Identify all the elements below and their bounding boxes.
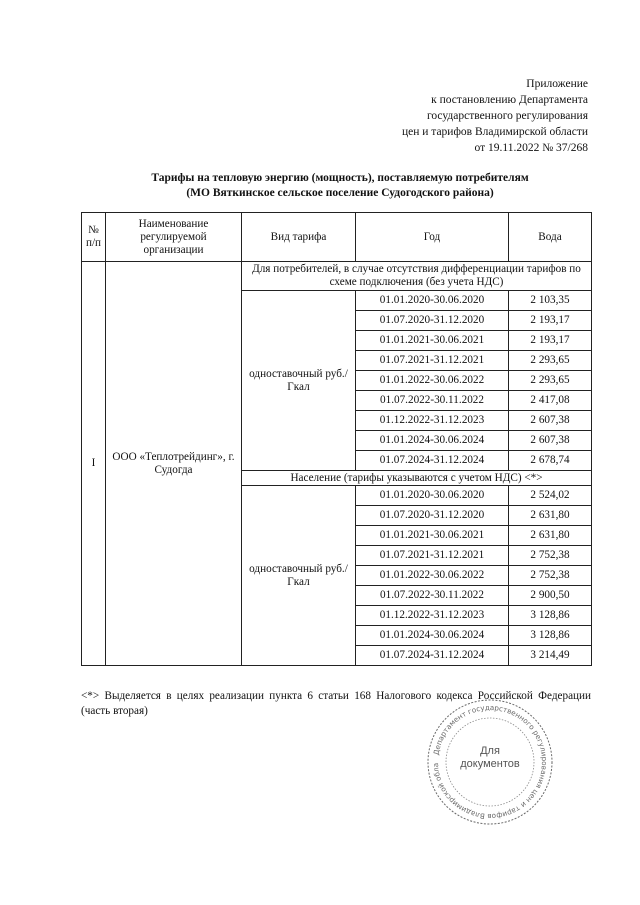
stamp-ring-text: Департамент государственного регулирования цен и тарифов Владимирской обла [430, 702, 550, 822]
period-cell: 01.01.2020-30.06.2020 [356, 291, 509, 311]
section1-heading: Для потребителей, в случае отсутствия дифференциации тарифов по схеме подключения (без учета НДС) [242, 262, 592, 291]
header-organization: Наименование регулируемой организации [106, 213, 242, 262]
period-cell: 01.07.2020-31.12.2020 [356, 506, 509, 526]
header-year: Год [356, 213, 509, 262]
section2-heading: Население (тарифы указываются с учетом НДС) <*> [242, 471, 592, 486]
period-cell: 01.07.2022-30.11.2022 [356, 586, 509, 606]
value-cell: 2 678,74 [509, 451, 592, 471]
value-cell: 3 128,86 [509, 606, 592, 626]
period-cell: 01.07.2024-31.12.2024 [356, 646, 509, 666]
value-cell: 2 607,38 [509, 431, 592, 451]
official-stamp [425, 697, 555, 827]
appendix-line: Приложение [526, 78, 588, 90]
period-cell: 01.07.2024-31.12.2024 [356, 451, 509, 471]
period-cell: 01.01.2022-30.06.2022 [356, 371, 509, 391]
value-cell: 2 752,38 [509, 546, 592, 566]
appendix-date-line: от 19.11.2022 № 37/268 [474, 142, 588, 154]
row-number-cell: I [82, 262, 106, 666]
appendix-line: государственного регулирования [426, 110, 588, 122]
value-cell: 2 193,17 [509, 311, 592, 331]
value-cell: 2 293,65 [509, 371, 592, 391]
period-cell: 01.07.2020-31.12.2020 [356, 311, 509, 331]
organization-cell: ООО «Теплотрейдинг», г. Судогда [106, 262, 242, 666]
header-num: № п/п [82, 213, 106, 262]
value-cell: 2 524,02 [509, 486, 592, 506]
value-cell: 2 752,38 [509, 566, 592, 586]
appendix-block [288, 76, 588, 156]
period-cell: 01.01.2020-30.06.2020 [356, 486, 509, 506]
table-header-row [82, 213, 592, 262]
title-line: Тарифы на тепловую энергию (мощность), поставляемую потребителям [151, 172, 529, 184]
value-cell: 2 900,50 [509, 586, 592, 606]
header-water: Вода [509, 213, 592, 262]
stamp-line: Для [480, 745, 500, 757]
value-cell: 3 214,49 [509, 646, 592, 666]
title-line: (МО Вяткинское сельское поселение Судогодского района) [186, 187, 494, 199]
period-cell: 01.01.2024-30.06.2024 [356, 431, 509, 451]
value-cell: 3 128,86 [509, 626, 592, 646]
period-cell: 01.07.2022-30.11.2022 [356, 391, 509, 411]
document-title [80, 171, 600, 201]
value-cell: 2 193,17 [509, 331, 592, 351]
appendix-line: цен и тарифов Владимирской области [401, 126, 588, 138]
appendix-line: к постановлению Департамента [431, 94, 588, 106]
period-cell: 01.12.2022-31.12.2023 [356, 606, 509, 626]
section-heading-row [82, 262, 592, 291]
value-cell: 2 607,38 [509, 411, 592, 431]
period-cell: 01.07.2021-31.12.2021 [356, 546, 509, 566]
value-cell: 2 293,65 [509, 351, 592, 371]
tariff-table [81, 212, 592, 666]
stamp-center-text [425, 745, 555, 771]
period-cell: 01.07.2021-31.12.2021 [356, 351, 509, 371]
period-cell: 01.01.2022-30.06.2022 [356, 566, 509, 586]
section1-tariff-type: одноставочный руб./Гкал [242, 291, 356, 471]
header-tariff-type: Вид тарифа [242, 213, 356, 262]
period-cell: 01.01.2021-30.06.2021 [356, 331, 509, 351]
section2-tariff-type: одноставочный руб./Гкал [242, 486, 356, 666]
value-cell: 2 103,35 [509, 291, 592, 311]
period-cell: 01.01.2024-30.06.2024 [356, 626, 509, 646]
period-cell: 01.12.2022-31.12.2023 [356, 411, 509, 431]
value-cell: 2 631,80 [509, 526, 592, 546]
value-cell: 2 417,08 [509, 391, 592, 411]
footnote: <*> Выделяется в целях реализации пункта 6 статьи 168 Налогового кодекса Российской Федерации (часть вторая) [81, 690, 591, 717]
value-cell: 2 631,80 [509, 506, 592, 526]
stamp-line: документов [460, 758, 520, 770]
period-cell: 01.01.2021-30.06.2021 [356, 526, 509, 546]
